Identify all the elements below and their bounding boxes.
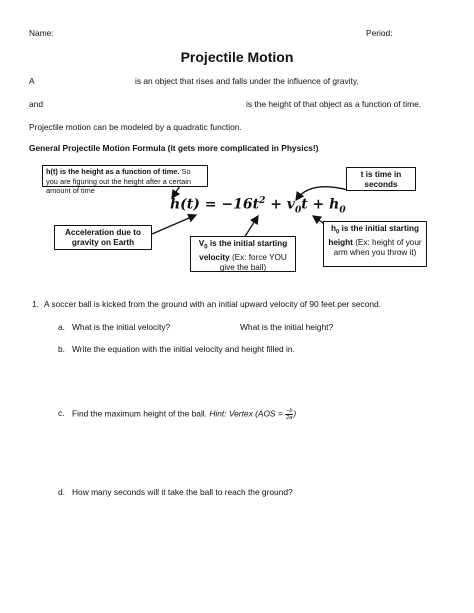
callout-h0-sub: 0: [336, 229, 340, 236]
callout-v0: [190, 236, 296, 272]
callout-v0-bold2: is the initial starting velocity: [199, 239, 288, 262]
callout-h0-rest: (Ex: height of your arm when you throw it): [333, 237, 422, 257]
intro-line1-suffix: is an object that rises and falls under the influence of gravity,: [135, 76, 359, 86]
qc-frac-num: −b: [286, 408, 293, 414]
name-label: Name:: [29, 28, 54, 38]
qd-text: How many seconds will it take the ball to reach the ground?: [72, 487, 293, 497]
intro-line2-suffix: is the height of that object as a function of time.: [246, 99, 422, 109]
qc-hint: Hint: Vertex (AOS =: [209, 408, 283, 419]
formula-h0-sub: 0: [339, 205, 346, 216]
projectile-formula: [170, 196, 346, 215]
section-heading: General Projectile Motion Formula (it gets more complicated in Physics!): [29, 143, 319, 153]
formula-lhs: h(t) =: [170, 196, 222, 213]
intro-line3: Projectile motion can be modeled by a quadratic function.: [29, 122, 242, 132]
callout-h0: [323, 221, 427, 267]
callout-acceleration: Acceleration due to gravity on Earth: [54, 225, 152, 250]
q1-text: A soccer ball is kicked from the ground with an initial upward velocity of 90 feet per second.: [44, 299, 382, 309]
period-label: Period:: [366, 28, 393, 38]
page-title: Projectile Motion: [180, 49, 294, 65]
callout-t-time: t is time in seconds: [346, 167, 416, 191]
qc-frac-den: 2a: [286, 415, 293, 421]
formula-exp: 2: [259, 196, 266, 206]
formula-coef: −16t: [221, 196, 260, 213]
q1-number: 1.: [32, 299, 39, 309]
qc-close: ): [293, 408, 297, 419]
formula-t-part: t + h: [301, 196, 340, 213]
arrow-v0: [244, 216, 258, 238]
callout-h-of-t: [42, 165, 208, 195]
qa-label: a.: [58, 322, 65, 332]
qa-text2: What is the initial height?: [240, 322, 334, 332]
qc-label: c.: [58, 408, 65, 418]
qb-label: b.: [58, 344, 65, 354]
callout-h0-bold2: is the initial starting height: [328, 224, 419, 247]
callout-v0-rest: (Ex: force YOU give the ball): [219, 252, 287, 272]
callout-h-of-t-rest: So you are figuring out the height after a certain amount of time: [46, 167, 192, 195]
callout-v0-sub: 0: [204, 244, 208, 251]
qa-text: What is the initial velocity?: [72, 322, 171, 332]
qd-label: d.: [58, 487, 65, 497]
arrow-accel: [152, 215, 196, 234]
qc-text-line: [72, 408, 296, 421]
formula-v0-sub: 0: [294, 205, 302, 216]
callout-h-of-t-bold: h(t) is the height as a function of time.: [46, 167, 180, 176]
qb-text: Write the equation with the initial velocity and height filled in.: [72, 344, 295, 354]
qc-text: Find the maximum height of the ball.: [72, 408, 207, 419]
formula-v0: + v: [265, 196, 295, 213]
callout-h0-h: h: [331, 224, 337, 233]
intro-line2-prefix: and: [29, 99, 43, 109]
intro-line1-prefix: A: [29, 76, 35, 86]
callout-v0-v: V: [198, 239, 205, 248]
